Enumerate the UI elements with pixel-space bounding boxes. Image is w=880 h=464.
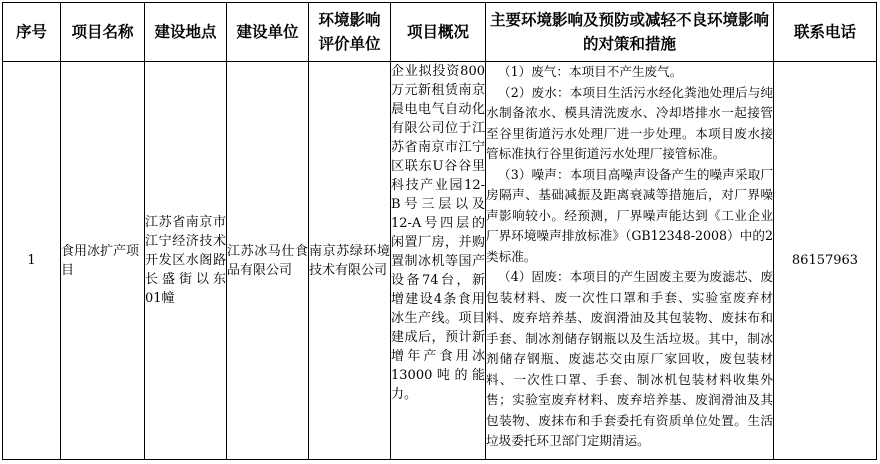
project-info-table [2, 2, 877, 460]
cell-phone: 86157963 [774, 62, 877, 460]
header-eval-unit-line1: 环境影响 [318, 11, 381, 29]
cell-eval-unit: 南京苏绿环境技术有限公司 [309, 62, 391, 460]
measure-noise: （3）噪声：本项目高噪声设备产生的噪声采取厂房隔声、基础减振及距离衰减等措施后，对厂界噪声影响较小。经预测，厂界噪声能达到《工业企业厂界环境噪声排放标准》（GB12348-2008）中的2类标准。 [486, 166, 773, 264]
table-row [3, 62, 877, 460]
header-construction-unit: 建设单位 [227, 3, 309, 62]
header-measures [486, 3, 774, 62]
header-location: 建设地点 [145, 3, 227, 62]
cell-overview: 企业拟投资800万元新租赁南京晨电电气自动化有限公司位于江苏省南京市江宁区联东U谷谷里科技产业园12-B号三层以及12-A号四层的闲置厂房，并购置制冰机等国产设备74台，新增建设4条食用冰生产线。项目建成后，预计新增年产食用冰13000吨的能力。 [391, 62, 486, 460]
header-eval-unit-line2: 评价单位 [318, 35, 381, 53]
header-overview: 项目概况 [391, 3, 486, 62]
header-seq: 序号 [3, 3, 61, 62]
measure-solid-waste: （4）固废：本项目的产生固废主要为废滤芯、废包装材料、废一次性口罩和手套、实验室废弃材料、废弃培养基、废润滑油及其包装物、废抹布和手套、制冰剂储存钢瓶以及生活垃圾。其中，制冰剂储存钢瓶、废滤芯交由原厂家回收，废包装材料、一次性口罩、手套、制冰机包装材料收集外售；实验室废弃材料、废弃培养基、废润滑油及其包装物、废抹布和手套委托有资质单位处置。生活垃圾委托环卫部门定期清运。 [486, 269, 773, 448]
cell-seq: 1 [3, 62, 61, 460]
header-measures-line1: 主要环境影响及预防或减轻不良环境影响 [489, 11, 769, 29]
header-project-name: 项目名称 [61, 3, 145, 62]
cell-project-name: 食用冰扩产项目 [61, 62, 145, 460]
header-row [3, 3, 877, 62]
header-phone: 联系电话 [774, 3, 877, 62]
header-eval-unit [309, 3, 391, 62]
cell-measures [486, 62, 774, 460]
measure-air: （1）废气：本项目不产生废气。 [498, 64, 683, 79]
cell-construction-unit: 江苏冰马仕食品有限公司 [227, 62, 309, 460]
measure-water: （2）废水：本项目生活污水经化粪池处理后与纯水制备浓水、模具清洗废水、冷却塔排水一起接管至谷里街道污水处理厂进一步处理。本项目废水接管标准执行谷里街道污水处理厂接管标准。 [486, 84, 773, 161]
cell-location: 江苏省南京市江宁经济技术开发区水阁路长盛街以东01幢 [145, 62, 227, 460]
header-measures-line2: 的对策和措施 [582, 35, 676, 53]
